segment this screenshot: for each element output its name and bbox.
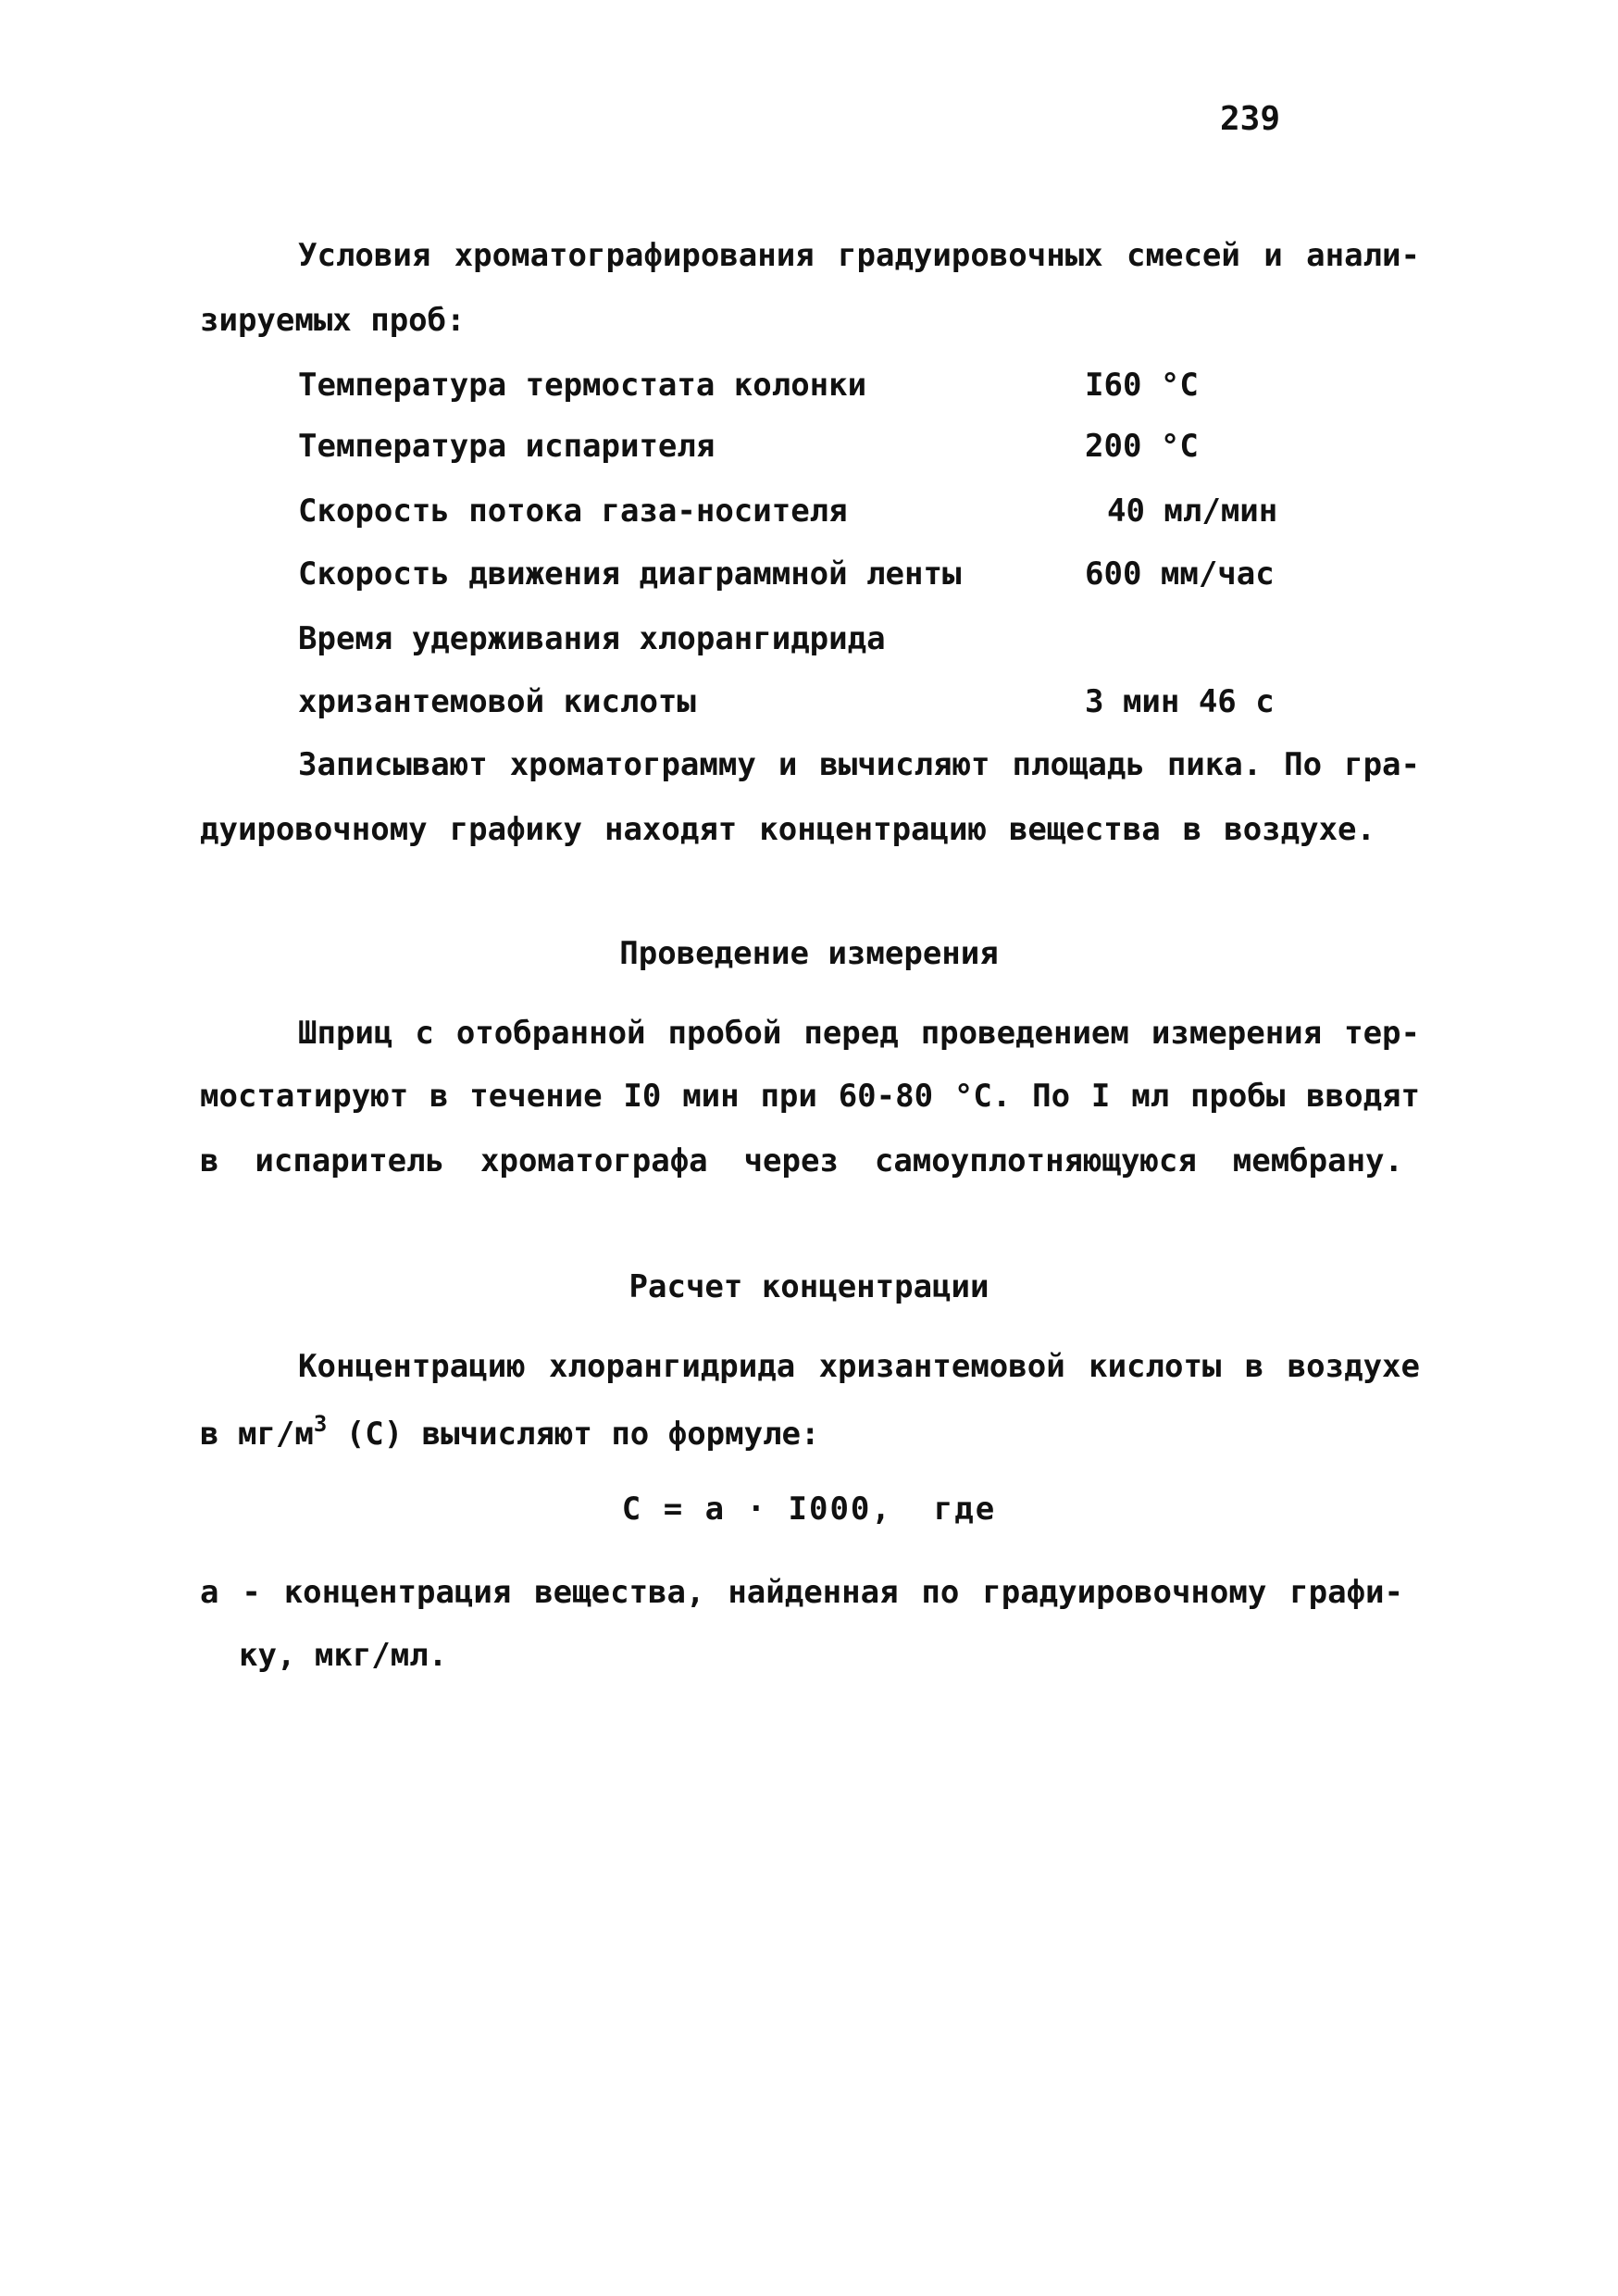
- conditions-row-value: 600 мм/час: [1085, 555, 1275, 593]
- measurement-line-3: в испаритель хроматографа через самоуплотняющуюся мембрану.: [200, 1142, 1403, 1179]
- measurement-heading: Проведение измерения: [619, 935, 999, 972]
- calculation-line-2-post: (С) вычисляют по формуле:: [327, 1416, 820, 1453]
- conditions-after-line-1: Записывают хроматограмму и вычисляют площадь пика. По гра-: [298, 746, 1420, 783]
- conditions-row-label: Время удерживания хлорангидрида: [298, 620, 886, 657]
- conditions-row-label: Скорость движения диаграммной ленты: [298, 555, 962, 593]
- definition-line-1: а - концентрация вещества, найденная по градуировочному графи-: [200, 1574, 1403, 1611]
- conditions-intro-line-2: зируемых проб:: [200, 302, 466, 339]
- conditions-row-label: Температура испарителя: [298, 428, 716, 465]
- conditions-row-label: хризантемовой кислоты: [298, 683, 696, 720]
- calculation-line-2: [200, 1411, 820, 1453]
- calculation-line-1: Концентрацию хлорангидрида хризантемовой кислоты в воздухе: [298, 1348, 1420, 1385]
- formula: С = а · I000, где: [621, 1491, 997, 1528]
- conditions-row-value: I60 °C: [1085, 367, 1199, 404]
- conditions-intro-line-1: Условия хроматографирования градуировочных смесей и анали-: [298, 237, 1420, 274]
- definition-line-2: ку, мкг/мл.: [239, 1637, 448, 1674]
- measurement-line-1: Шприц с отобранной пробой перед проведением измерения тер-: [298, 1015, 1420, 1052]
- calculation-heading: Расчет концентрации: [629, 1268, 989, 1305]
- conditions-row-value: 40 мл/мин: [1107, 493, 1278, 530]
- conditions-row-value: 200 °C: [1085, 428, 1199, 465]
- page-number: 239: [1220, 100, 1281, 138]
- measurement-line-2: мостатируют в течение I0 мин при 60-80 °C. По I мл пробы вводят: [200, 1078, 1420, 1115]
- conditions-row-value: 3 мин 46 с: [1085, 683, 1275, 720]
- calculation-line-2-pre: в мг/м: [200, 1416, 314, 1453]
- conditions-after-line-2: дуировочному графику находят концентрацию вещества в воздухе.: [200, 811, 1375, 848]
- conditions-row-label: Скорость потока газа-носителя: [298, 493, 848, 530]
- calculation-line-2-sup: 3: [313, 1411, 328, 1437]
- conditions-row-label: Температура термостата колонки: [298, 367, 867, 404]
